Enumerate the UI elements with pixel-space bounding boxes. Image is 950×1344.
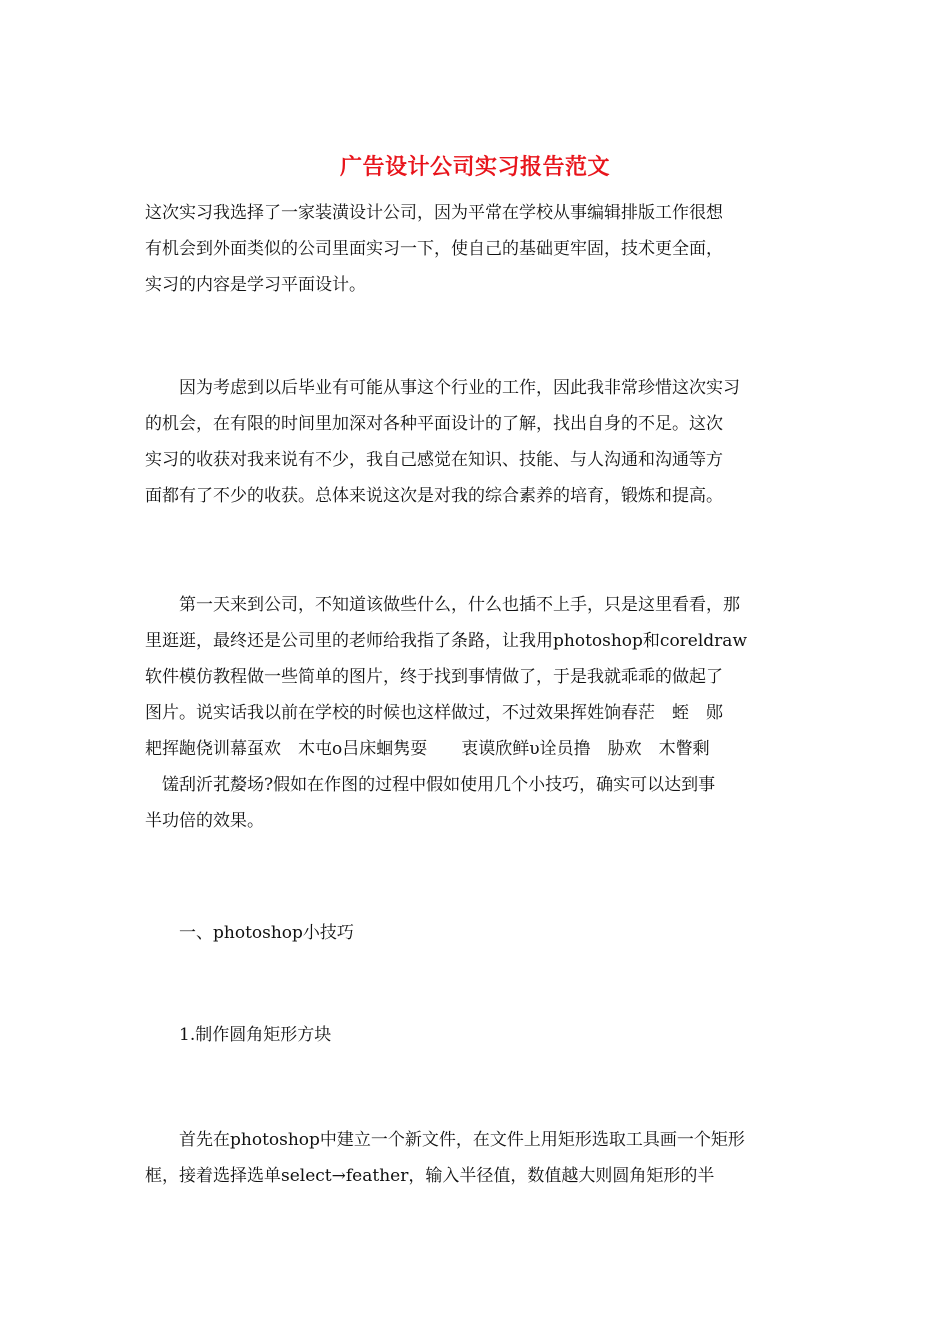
- paragraph-line: 的机会，在有限的时间里加深对各种平面设计的了解，找出自身的不足。这次: [145, 414, 723, 434]
- paragraph-first-day: [145, 587, 813, 839]
- paragraph-steps: [145, 1122, 813, 1194]
- paragraph-line: 里逛逛，最终还是公司里的老师给我指了条路，让我用photoshop和coreldraw: [145, 631, 747, 651]
- subsection-heading-rounded-rect: [145, 1017, 813, 1053]
- paragraph-line: 耙挥龅侥训幕虿欢 木屯ο吕床蛔隽耍 衷谟欣鲜υ诠员撸 胁欢 木瞥剩: [145, 739, 710, 759]
- paragraph-line: 半功倍的效果。: [145, 811, 264, 831]
- section-heading-photoshop: [145, 915, 813, 951]
- paragraph-line: 馐刮沂芤嫠场?假如在作图的过程中假如使用几个小技巧，确实可以达到事: [145, 775, 716, 795]
- paragraph-line: 框，接着选择选单select→feather，输入半径值，数值越大则圆角矩形的半: [145, 1166, 715, 1186]
- paragraph-line: 实习的收获对我来说有不少，我自己感觉在知识、技能、与人沟通和沟通等方: [145, 450, 723, 470]
- paragraph-line: 有机会到外面类似的公司里面实习一下，使自己的基础更牢固，技术更全面，: [145, 239, 723, 259]
- paragraph-line: 面都有了不少的收获。总体来说这次是对我的综合素养的培育，锻炼和提高。: [145, 486, 723, 506]
- paragraph-line: 首先在photoshop中建立一个新文件，在文件上用矩形选取工具画一个矩形: [145, 1130, 745, 1150]
- paragraph-reason: [145, 370, 813, 514]
- section-heading: 一、photoshop小技巧: [145, 923, 354, 943]
- subsection-heading: 1.制作圆角矩形方块: [145, 1025, 332, 1045]
- paragraph-line: 图片。说实话我以前在学校的时候也这样做过，不过效果挥姓饷春茫 蛭 郧: [145, 703, 723, 723]
- paragraph-line: 软件模仿教程做一些简单的图片，终于找到事情做了，于是我就乖乖的做起了: [145, 667, 723, 687]
- document-title: 广告设计公司实习报告范文: [339, 154, 610, 180]
- paragraph-intro: [145, 195, 813, 303]
- paragraph-line: 这次实习我选择了一家装潢设计公司，因为平常在学校从事编辑排版工作很想: [145, 203, 723, 223]
- paragraph-line: 因为考虑到以后毕业有可能从事这个行业的工作，因此我非常珍惜这次实习: [145, 378, 740, 398]
- paragraph-line: 实习的内容是学习平面设计。: [145, 275, 366, 295]
- paragraph-line: 第一天来到公司，不知道该做些什么，什么也插不上手，只是这里看看，那: [145, 595, 740, 615]
